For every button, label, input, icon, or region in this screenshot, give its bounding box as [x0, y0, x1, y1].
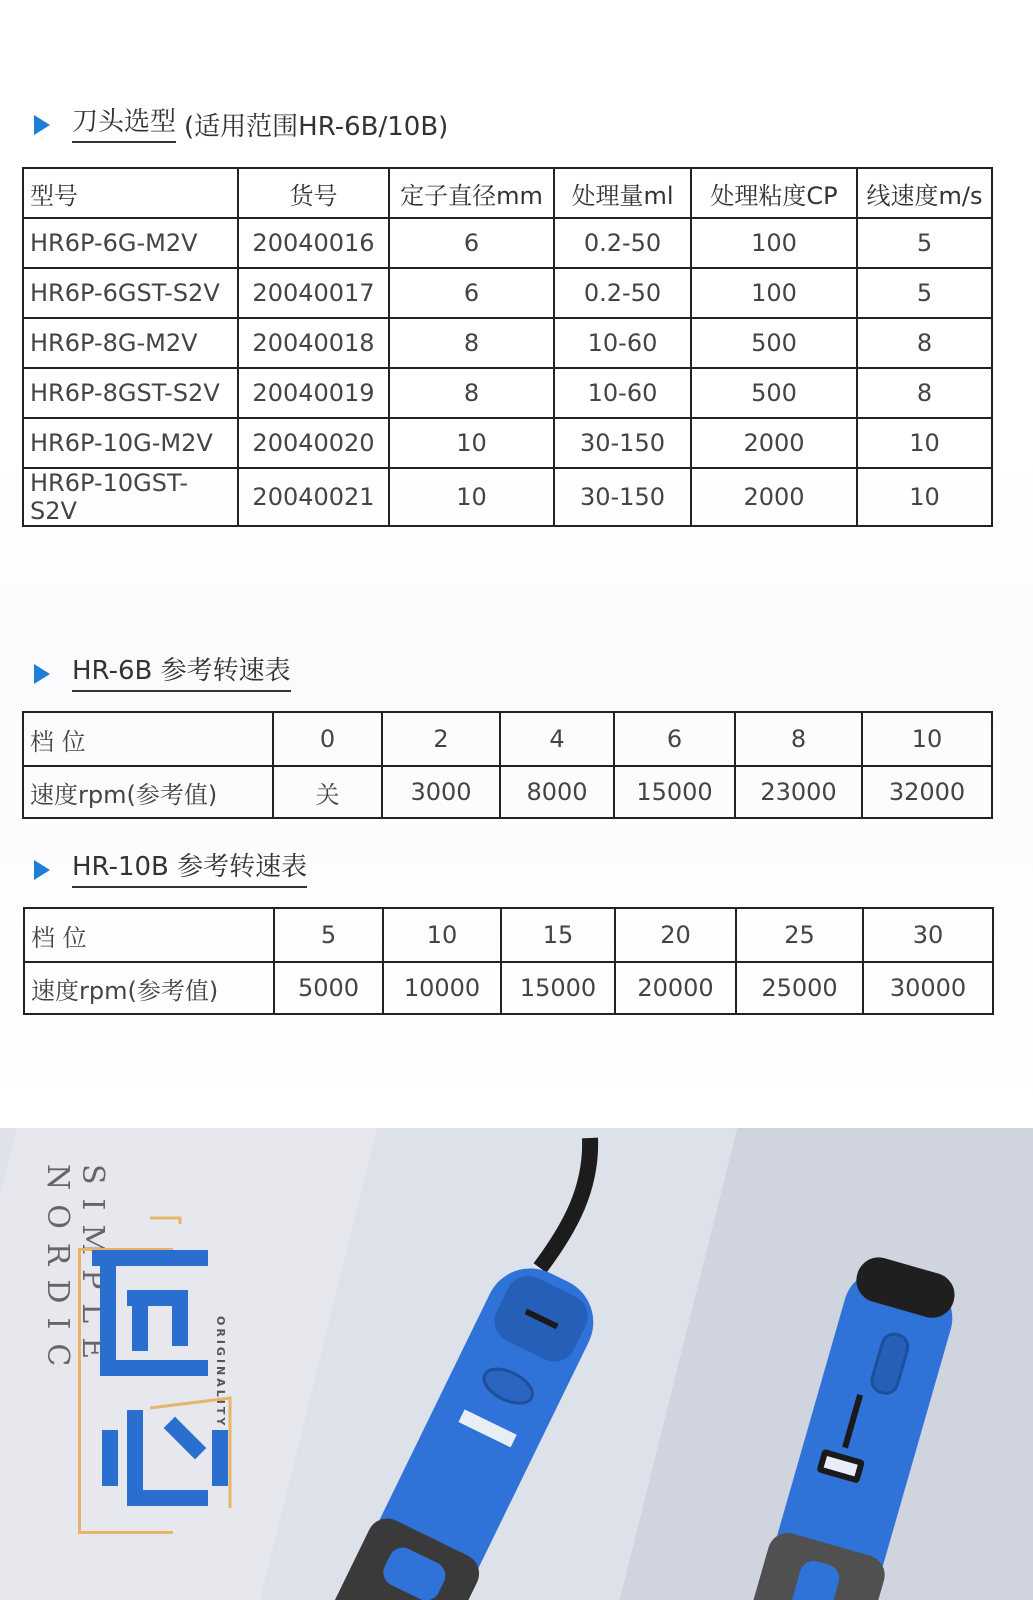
- table-cell: 20040021: [238, 468, 389, 526]
- table-cell: 2: [382, 712, 500, 766]
- table-row: [23, 712, 992, 766]
- table-cell: 5: [274, 908, 383, 962]
- table-cell: 5: [857, 268, 992, 318]
- table-cell: 6: [614, 712, 735, 766]
- table-row: [23, 468, 992, 526]
- table-cell: 10000: [383, 962, 501, 1014]
- table-cell: HR6P-6GST-S2V: [23, 268, 238, 318]
- table-cell: 3000: [382, 766, 500, 818]
- row-label: 档 位: [23, 712, 273, 766]
- table-cell: 500: [691, 318, 857, 368]
- table-cell: 10: [389, 418, 554, 468]
- table-cell: 20040016: [238, 218, 389, 268]
- table-cell: 100: [691, 218, 857, 268]
- section-subtitle: (适用范围HR-6B/10B): [184, 112, 449, 142]
- table-cell: 15000: [614, 766, 735, 818]
- rotary-tool-illustration-icon: [0, 1128, 1033, 1600]
- header-cell: 定子直径mm: [389, 168, 554, 218]
- table-cell: 关: [273, 766, 382, 818]
- table-cell: 30-150: [554, 418, 691, 468]
- row-label: 档 位: [24, 908, 274, 962]
- header-cell: 处理量ml: [554, 168, 691, 218]
- table-cell: 30: [863, 908, 993, 962]
- table-cell: HR6P-8GST-S2V: [23, 368, 238, 418]
- table-row: [23, 218, 992, 268]
- table-cell: HR6P-8G-M2V: [23, 318, 238, 368]
- table-row: [24, 908, 993, 962]
- table-cell: 6: [389, 268, 554, 318]
- table-cell: 0.2-50: [554, 268, 691, 318]
- table-cell: 20040019: [238, 368, 389, 418]
- table-row: [23, 318, 992, 368]
- table-cell: 10-60: [554, 368, 691, 418]
- table-cell: HR6P-6G-M2V: [23, 218, 238, 268]
- table-row: [23, 268, 992, 318]
- table-cell: HR6P-10GST-S2V: [23, 468, 238, 526]
- table-cell: 25: [736, 908, 863, 962]
- hr6b-speed-table: [22, 711, 993, 819]
- table-cell: 10-60: [554, 318, 691, 368]
- section-title-blade: [34, 106, 448, 143]
- section-title-text: HR-10B 参考转速表: [72, 852, 307, 888]
- section-title-text: HR-6B 参考转速表: [72, 656, 291, 692]
- blade-spec-table: [22, 167, 993, 527]
- table-cell: 100: [691, 268, 857, 318]
- header-cell: 线速度m/s: [857, 168, 992, 218]
- table-row: [23, 766, 992, 818]
- table-cell: 23000: [735, 766, 862, 818]
- table-cell: 8: [389, 368, 554, 418]
- triangle-bullet-icon: [34, 664, 50, 684]
- header-cell: 处理粘度CP: [691, 168, 857, 218]
- product-banner: [0, 1128, 1033, 1600]
- table-row: [24, 962, 993, 1014]
- table-cell: 32000: [862, 766, 992, 818]
- table-header-row: [23, 168, 992, 218]
- table-cell: 15000: [501, 962, 615, 1014]
- table-cell: 10: [862, 712, 992, 766]
- hr10b-speed-table: [23, 907, 994, 1015]
- table-cell: 8000: [500, 766, 614, 818]
- table-cell: 8: [857, 318, 992, 368]
- table-cell: 2000: [691, 468, 857, 526]
- table-cell: 10: [383, 908, 501, 962]
- row-label: 速度rpm(参考值): [24, 962, 274, 1014]
- section-title-hr6b: [34, 656, 291, 692]
- vertical-slogan: SIMPLE NORDIC: [40, 1164, 110, 1381]
- table-cell: 4: [500, 712, 614, 766]
- table-cell: 0: [273, 712, 382, 766]
- header-cell: 型号: [23, 168, 238, 218]
- section-title-hr10b: [34, 852, 307, 888]
- triangle-bullet-icon: [34, 115, 50, 135]
- table-cell: HR6P-10G-M2V: [23, 418, 238, 468]
- table-cell: 2000: [691, 418, 857, 468]
- header-cell: 货号: [238, 168, 389, 218]
- row-label: 速度rpm(参考值): [23, 766, 273, 818]
- table-cell: 8: [735, 712, 862, 766]
- table-cell: 20000: [615, 962, 736, 1014]
- table-cell: 5: [857, 218, 992, 268]
- table-cell: 500: [691, 368, 857, 418]
- logo-caption: ORIGINALITY: [214, 1316, 227, 1429]
- table-cell: 8: [857, 368, 992, 418]
- table-cell: 15: [501, 908, 615, 962]
- table-cell: 30000: [863, 962, 993, 1014]
- table-cell: 30-150: [554, 468, 691, 526]
- table-cell: 10: [389, 468, 554, 526]
- table-cell: 10: [857, 468, 992, 526]
- table-cell: 20040018: [238, 318, 389, 368]
- table-cell: 5000: [274, 962, 383, 1014]
- table-cell: 25000: [736, 962, 863, 1014]
- table-cell: 6: [389, 218, 554, 268]
- triangle-bullet-icon: [34, 860, 50, 880]
- table-cell: 10: [857, 418, 992, 468]
- table-cell: 0.2-50: [554, 218, 691, 268]
- table-cell: 20040017: [238, 268, 389, 318]
- table-cell: 8: [389, 318, 554, 368]
- table-cell: 20: [615, 908, 736, 962]
- section-title-text: 刀头选型: [72, 107, 176, 143]
- table-row: [23, 418, 992, 468]
- table-cell: 20040020: [238, 418, 389, 468]
- table-row: [23, 368, 992, 418]
